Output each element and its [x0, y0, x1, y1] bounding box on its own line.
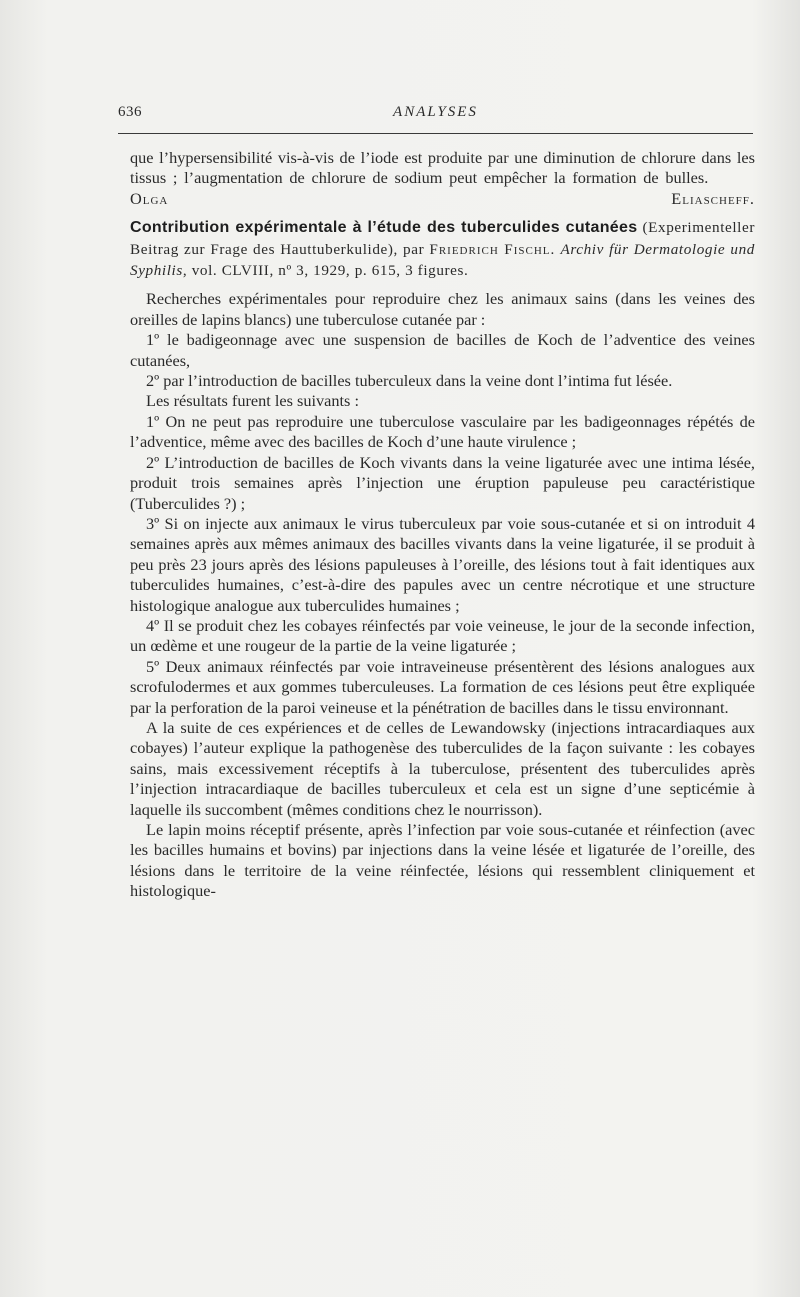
- paragraph-result-3: 3º Si on injecte aux animaux le virus tuberculeux par voie sous-cutanée et si on introduit 4 semaines après aux mêmes animaux des bacilles vivants dans la veine ligaturée, il se produit à peu près 23 jours après des lésions papuleuses à l’oreille, des lésions tout à fait identiques aux tuberculides humaines, c’est-à-dire des papules avec un centre nécrotique et une structure histologique analogue aux tuberculides humaines ;: [130, 513, 755, 615]
- paragraph-method-1: 1º le badigeonnage avec une suspension de bacilles de Koch de l’adventice des veines cutanées,: [130, 330, 755, 370]
- paragraph-method-2: 2º par l’introduction de bacilles tuberculeux dans la veine dont l’intima fut lésée.: [146, 371, 673, 391]
- paragraph-result-1: 1º On ne peut pas reproduire une tuberculose vasculaire par les badigeonnages répétés de l’adventice, même avec des bacilles de Koch d’une haute virulence ;: [130, 411, 755, 452]
- reference-german-title: (Experimenteller Beitrag zur Frage des Hauttuberkulide), par: [130, 219, 755, 258]
- paragraph-intro: Recherches expérimentales pour reproduire chez les animaux sains (dans les veines des oreilles de lapins blancs) une tuberculose cutanée par :: [130, 289, 755, 329]
- header-rule: [118, 133, 753, 134]
- paragraph-result-5: 5º Deux animaux réinfectés par voie intraveineuse présentèrent des lésions analogues aux scrofulodermes et aux gommes tuberculeuses. La formation de ces lésions peut être expliquée par la perforation de la paroi veineuse et la pénétration de bacilles dans le tissu environnant.: [130, 656, 755, 717]
- page-body: [130, 148, 755, 902]
- running-head: ANALYSES: [393, 104, 478, 120]
- paragraph-result-4: 4º Il se produit chez les cobayes réinfectés par voie veineuse, le jour de la seconde infection, un œdème et une rougeur de la partie de la veine ligaturée ;: [130, 615, 755, 656]
- article-heading: [130, 217, 755, 281]
- reference-authors: Friedrich Fischl.: [429, 240, 556, 258]
- article-title: Contribution expérimentale à l’étude des tuberculides cutanées: [130, 219, 638, 237]
- reference-journal: Archiv für Dermatologie und Syphilis: [130, 240, 755, 280]
- page-number: 636: [118, 104, 142, 120]
- reference-details: , vol. CLVIII, nº 3, 1929, p. 615, 3 figures.: [182, 262, 469, 280]
- page-header: [118, 104, 753, 128]
- paragraph-results-heading: Les résultats furent les suivants :: [146, 391, 359, 411]
- paragraph-rabbit: Le lapin moins réceptif présente, après l’infection par voie sous-cutanée et réinfection (avec les bacilles humains et bovins) par injections dans la veine lésée et ligaturée de l’oreille, des lésions dans le territoire de la veine réinfectée, lésions qui ressemblent cliniquement et histologique-: [130, 820, 755, 901]
- previous-article-ending: [130, 148, 755, 209]
- paragraph-pathogenesis: A la suite de ces expériences et de celles de Lewandowsky (injections intracardiaques aux cobayes) l’auteur explique la pathogenèse des tuberculides de la façon suivante : les cobayes sains, mais excessivement réceptifs à la tuberculose, présentent des tuberculides après l’injection intracardiaque de bacilles tuberculeux et cela est un signe d’une septicémie à laquelle ils succombent (mêmes conditions chez le nourrisson).: [130, 717, 755, 819]
- previous-article-signature: Olga Eliascheff.: [130, 188, 755, 208]
- paragraph-result-2: 2º L’introduction de bacilles de Koch vivants dans la veine ligaturée avec une intima lésée, produit trois semaines après l’injection une éruption papuleuse peu caractéristique (Tuberculides ?) ;: [130, 452, 755, 513]
- previous-article-text: que l’hypersensibilité vis-à-vis de l’iode est produite par une diminution de chlorure dans les tissus ; l’augmentation de chlorure de sodium peut empêcher la formation de bulles.: [130, 148, 755, 188]
